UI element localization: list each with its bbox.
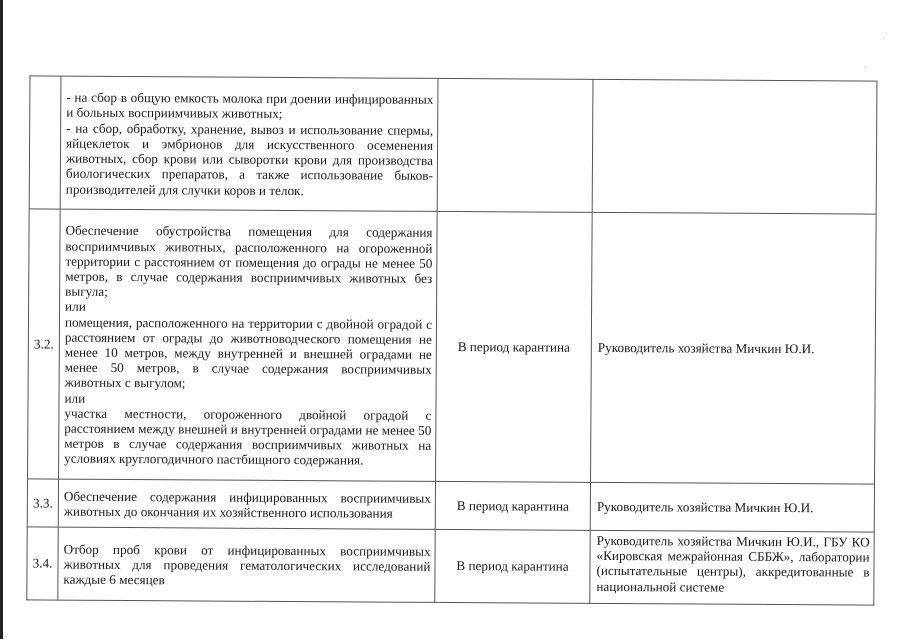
table-row (27, 527, 874, 605)
row-description (60, 76, 438, 211)
row-period: В период карантина (436, 211, 593, 482)
row-period (437, 78, 593, 212)
row-responsible: Руководитель хозяйства Мичкин Ю.И., ГБУ КО «Кировская межрайонная СББЖ», лаборатории (испытательные центры), аккредитованные в национальной системе (590, 530, 874, 605)
row-number: 3.4. (27, 527, 58, 600)
scan-speck: · (882, 34, 885, 43)
description-paragraph: помещения, расположенного на территории с двойной оградой с расстоянием от ограды до животноводческого помещения не менее 10 метров, между внутренней и внешней оградами не менее 50 метров, в случае содержания восприимчивых животных с выгулом; (64, 314, 433, 391)
row-number (29, 76, 61, 209)
row-number: 3.2. (28, 209, 61, 479)
row-description (58, 527, 435, 602)
description-paragraph: Обеспечение содержания инфицированных восприимчивых животных до окончания их хозяйственного использования (63, 488, 431, 521)
row-number: 3.3. (27, 479, 58, 527)
row-period: В период карантина (435, 529, 590, 603)
row-period: В период карантина (435, 481, 590, 530)
description-paragraph: Отбор проб крови от инфицированных восприимчивых животных для проведения гематологических исследований каждые 6 месяцев (63, 541, 431, 588)
description-paragraph: или (64, 390, 86, 406)
row-responsible (592, 79, 877, 214)
row-responsible: Руководитель хозяйства Мичкин Ю.И. (590, 482, 874, 532)
description-paragraph: или (65, 299, 86, 315)
table-row (29, 76, 877, 214)
description-paragraph: участка местности, огороженного двойной оградой с расстоянием между внешней и внутренней оградами не менее 50 метров в случае содержания восприимчивых животных на условиях круглогодичного пастбищного содержания. (64, 405, 432, 468)
table-row (28, 209, 877, 484)
row-description (58, 479, 435, 529)
row-description (59, 209, 438, 481)
row-responsible: Руководитель хозяйства Мичкин Ю.И. (591, 212, 877, 484)
description-paragraph: Обеспечение обустройства помещения для содержания восприимчивых животных, расположенного на огороженной территории с расстоянием от помещения до ограды не менее 50 метров, в случае содержания восприимчивых животных без выгула; (65, 223, 433, 300)
description-paragraph: - на сбор в общую емкость молока при доении инфицированных и больных восприимчивых животных; (66, 89, 434, 122)
description-paragraph: - на сбор, обработку, хранение, вывоз и использование спермы, яйцеклеток и эмбрионов для искусственного осеменения животных, сбор крови или сыворотки крови для производства биологических препаратов, а также использование быков-производителей для случки коров и телок. (65, 120, 434, 198)
table-row (27, 479, 874, 532)
measures-table (26, 75, 877, 605)
scan-speck: · (864, 63, 867, 72)
